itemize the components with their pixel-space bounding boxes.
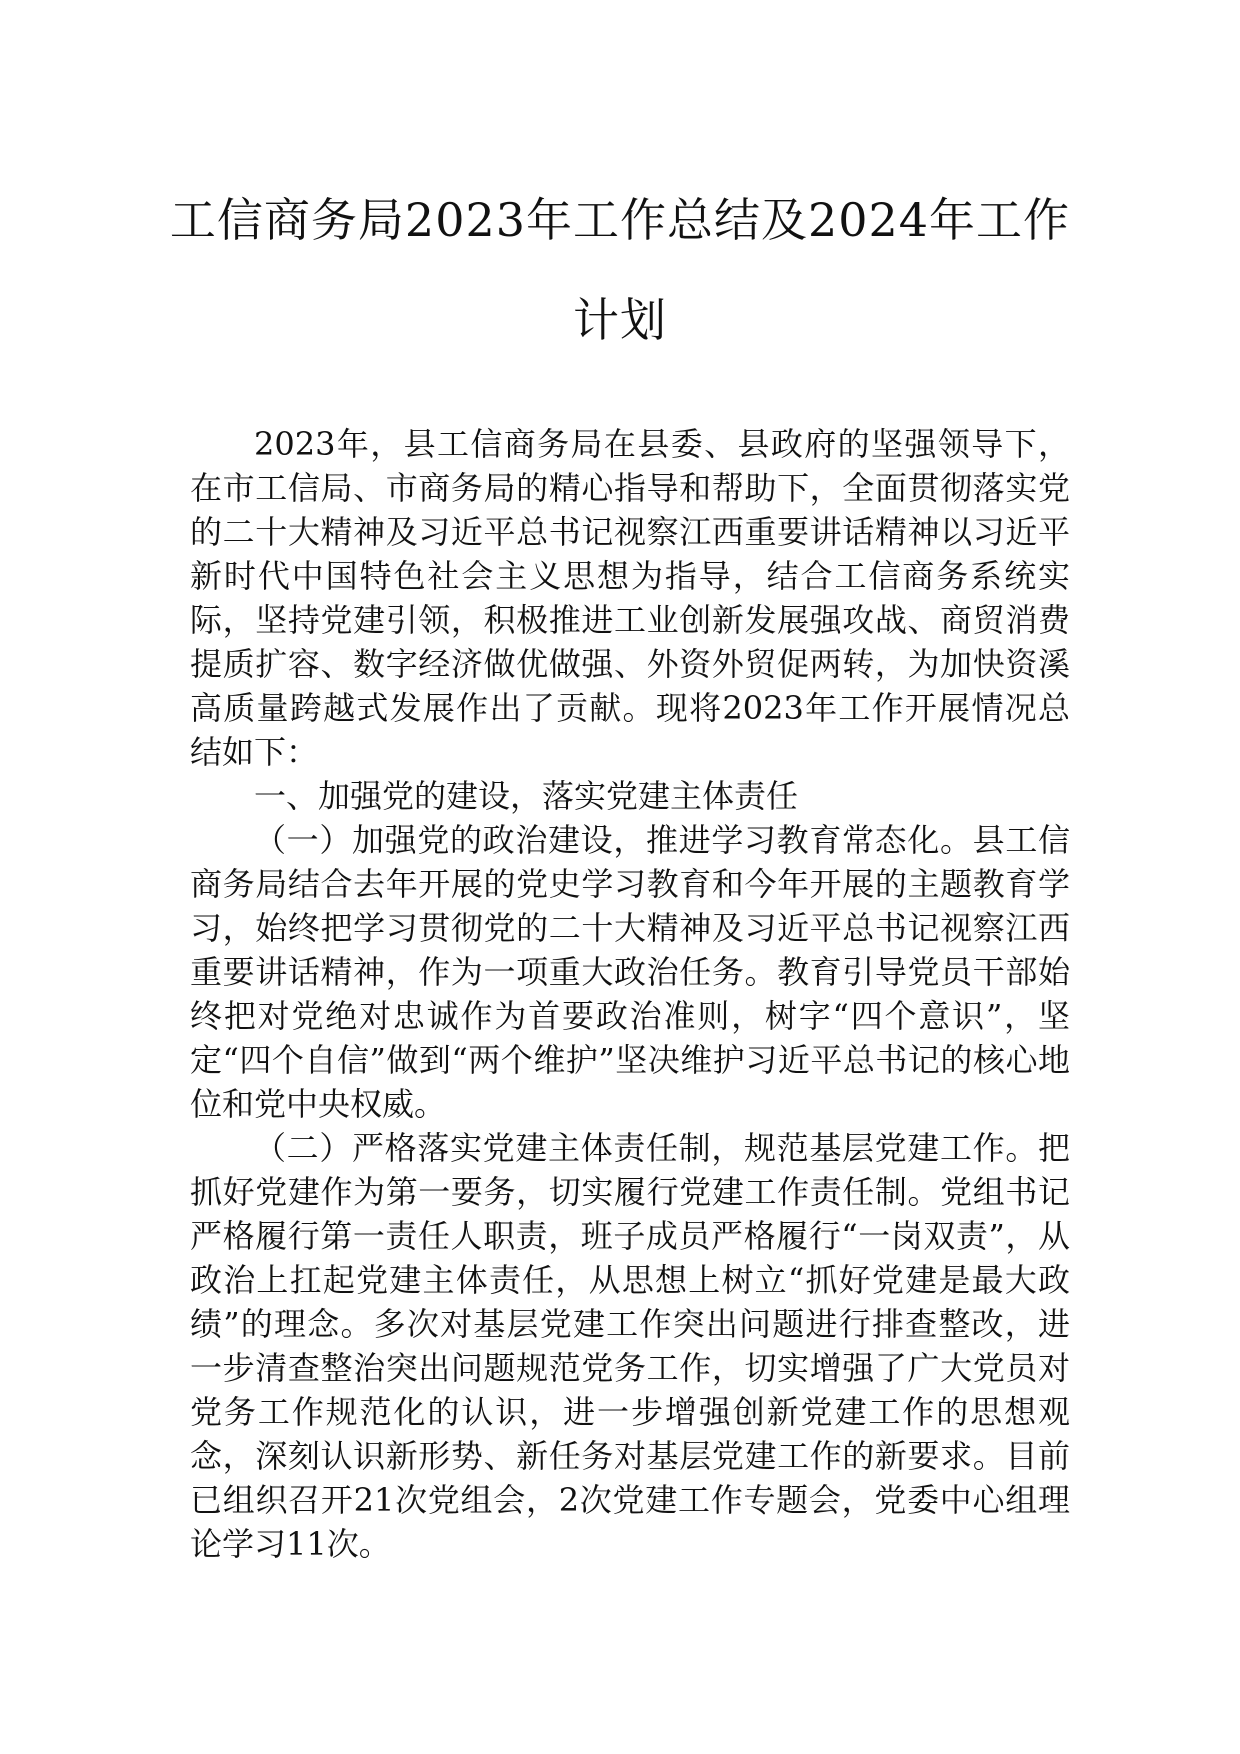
intro-paragraph: 2023年，县工信商务局在县委、县政府的坚强领导下，在市工信局、市商务局的精心指导和帮助下，全面贯彻落实党的二十大精神及习近平总书记视察江西重要讲话精神以习近平新时代中国特色社会主义思想为指导，结合工信商务系统实际，坚持党建引领，积极推进工业创新发展强攻战、商贸消费提质扩容、数字经济做优做强、外资外贸促两转，为加快资溪高质量跨越式发展作出了贡献。现将2023年工作开展情况总结如下： [190,425,1070,771]
document-title [150,170,1090,370]
document-body [190,422,1070,1566]
subsection-paragraph-2: （二）严格落实党建主体责任制，规范基层党建工作。把抓好党建作为第一要务，切实履行党建工作责任制。党组书记严格履行第一责任人职责，班子成员严格履行“一岗双责”，从政治上扛起党建主体责任，从思想上树立“抓好党建是最大政绩”的理念。多次对基层党建工作突出问题进行排查整改，进一步清查整治突出问题规范党务工作，切实增强了广大党员对党务工作规范化的认识，进一步增强创新党建工作的思想观念，深刻认识新形势、新任务对基层党建工作的新要求。目前已组织召开21次党组会，2次党建工作专题会，党委中心组理论学习11次。 [190,1129,1070,1563]
subsection-paragraph-1: （一）加强党的政治建设，推进学习教育常态化。县工信商务局结合去年开展的党史学习教育和今年开展的主题教育学习，始终把学习贯彻党的二十大精神及习近平总书记视察江西重要讲话精神，作为一项重大政治任务。教育引导党员干部始终把对党绝对忠诚作为首要政治准则，树字“四个意识”，坚定“四个自信”做到“两个维护”坚决维护习近平总书记的核心地位和党中央权威。 [190,821,1070,1123]
document-title-line-2: 计划 [573,293,667,347]
document-title-line-1: 工信商务局2023年工作总结及2024年工作 [169,193,1071,247]
section-heading-1: 一、加强党的建设，落实党建主体责任 [254,777,799,815]
